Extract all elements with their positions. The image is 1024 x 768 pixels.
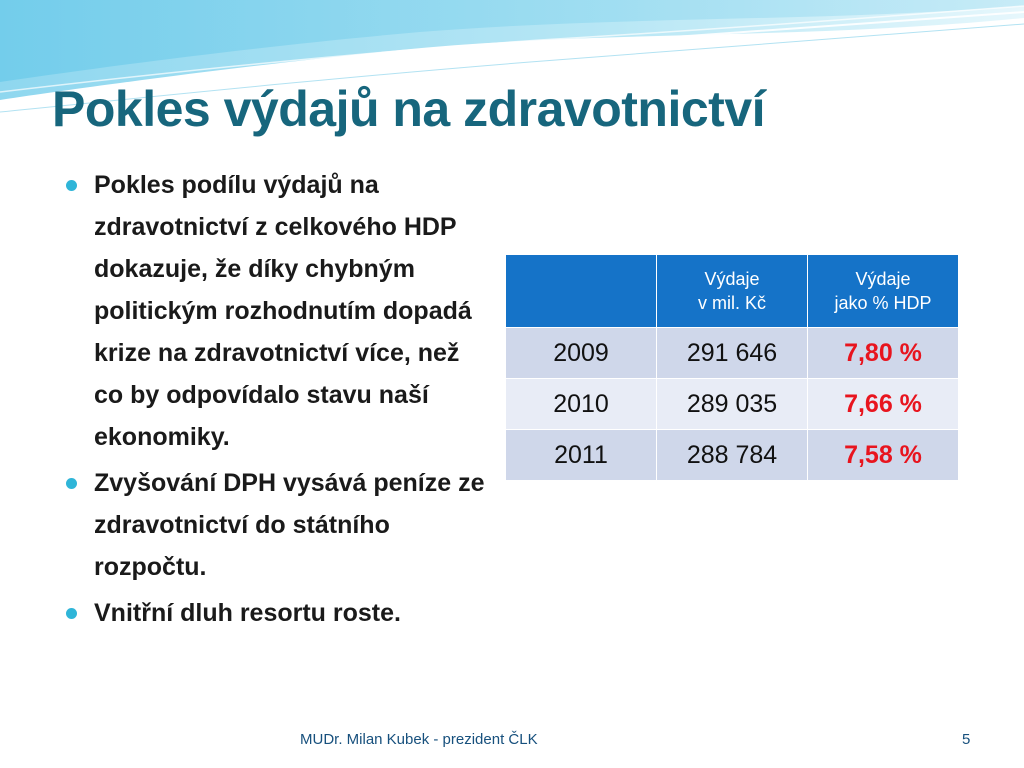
expenditure-table — [505, 254, 959, 481]
header-text: Výdaje v mil. Kč — [697, 269, 766, 313]
bullet-item — [64, 164, 494, 458]
table-row — [506, 328, 959, 379]
bullet-list — [64, 164, 494, 638]
cell-year: 2011 — [506, 430, 657, 481]
table-header-gdp-share — [808, 255, 959, 328]
cell-year: 2010 — [506, 379, 657, 430]
bullet-text: Vnitřní dluh resortu roste. — [94, 599, 401, 627]
table-header-expenditure — [657, 255, 808, 328]
header-text: Výdaje jako % HDP — [834, 269, 932, 313]
cell-expenditure: 291 646 — [657, 328, 808, 379]
bullet-text: Zvyšování DPH vysává peníze ze zdravotnictví do státního rozpočtu. — [94, 469, 485, 581]
slide-title: Pokles výdajů na zdravotnictví — [52, 81, 766, 137]
table-row — [506, 430, 959, 481]
cell-gdp-share: 7,58 % — [808, 430, 959, 481]
cell-year: 2009 — [506, 328, 657, 379]
bullet-item — [64, 592, 494, 634]
cell-gdp-share: 7,66 % — [808, 379, 959, 430]
page-number: 5 — [962, 731, 971, 748]
slide-footer: MUDr. Milan Kubek - prezident ČLK — [300, 731, 538, 748]
bullet-dot-icon — [66, 180, 77, 191]
cell-expenditure: 289 035 — [657, 379, 808, 430]
bullet-text: Pokles podílu výdajů na zdravotnictví z celkového HDP dokazuje, že díky chybným politickým rozhodnutím dopadá krize na zdravotnictví více, než co by odpovídalo stavu naší ekonomiky. — [94, 171, 472, 451]
table-row — [506, 379, 959, 430]
cell-gdp-share: 7,80 % — [808, 328, 959, 379]
bullet-item — [64, 462, 494, 588]
table-header-row — [506, 255, 959, 328]
cell-expenditure: 288 784 — [657, 430, 808, 481]
table-header-year — [506, 255, 657, 328]
bullet-dot-icon — [66, 608, 77, 619]
bullet-dot-icon — [66, 478, 77, 489]
